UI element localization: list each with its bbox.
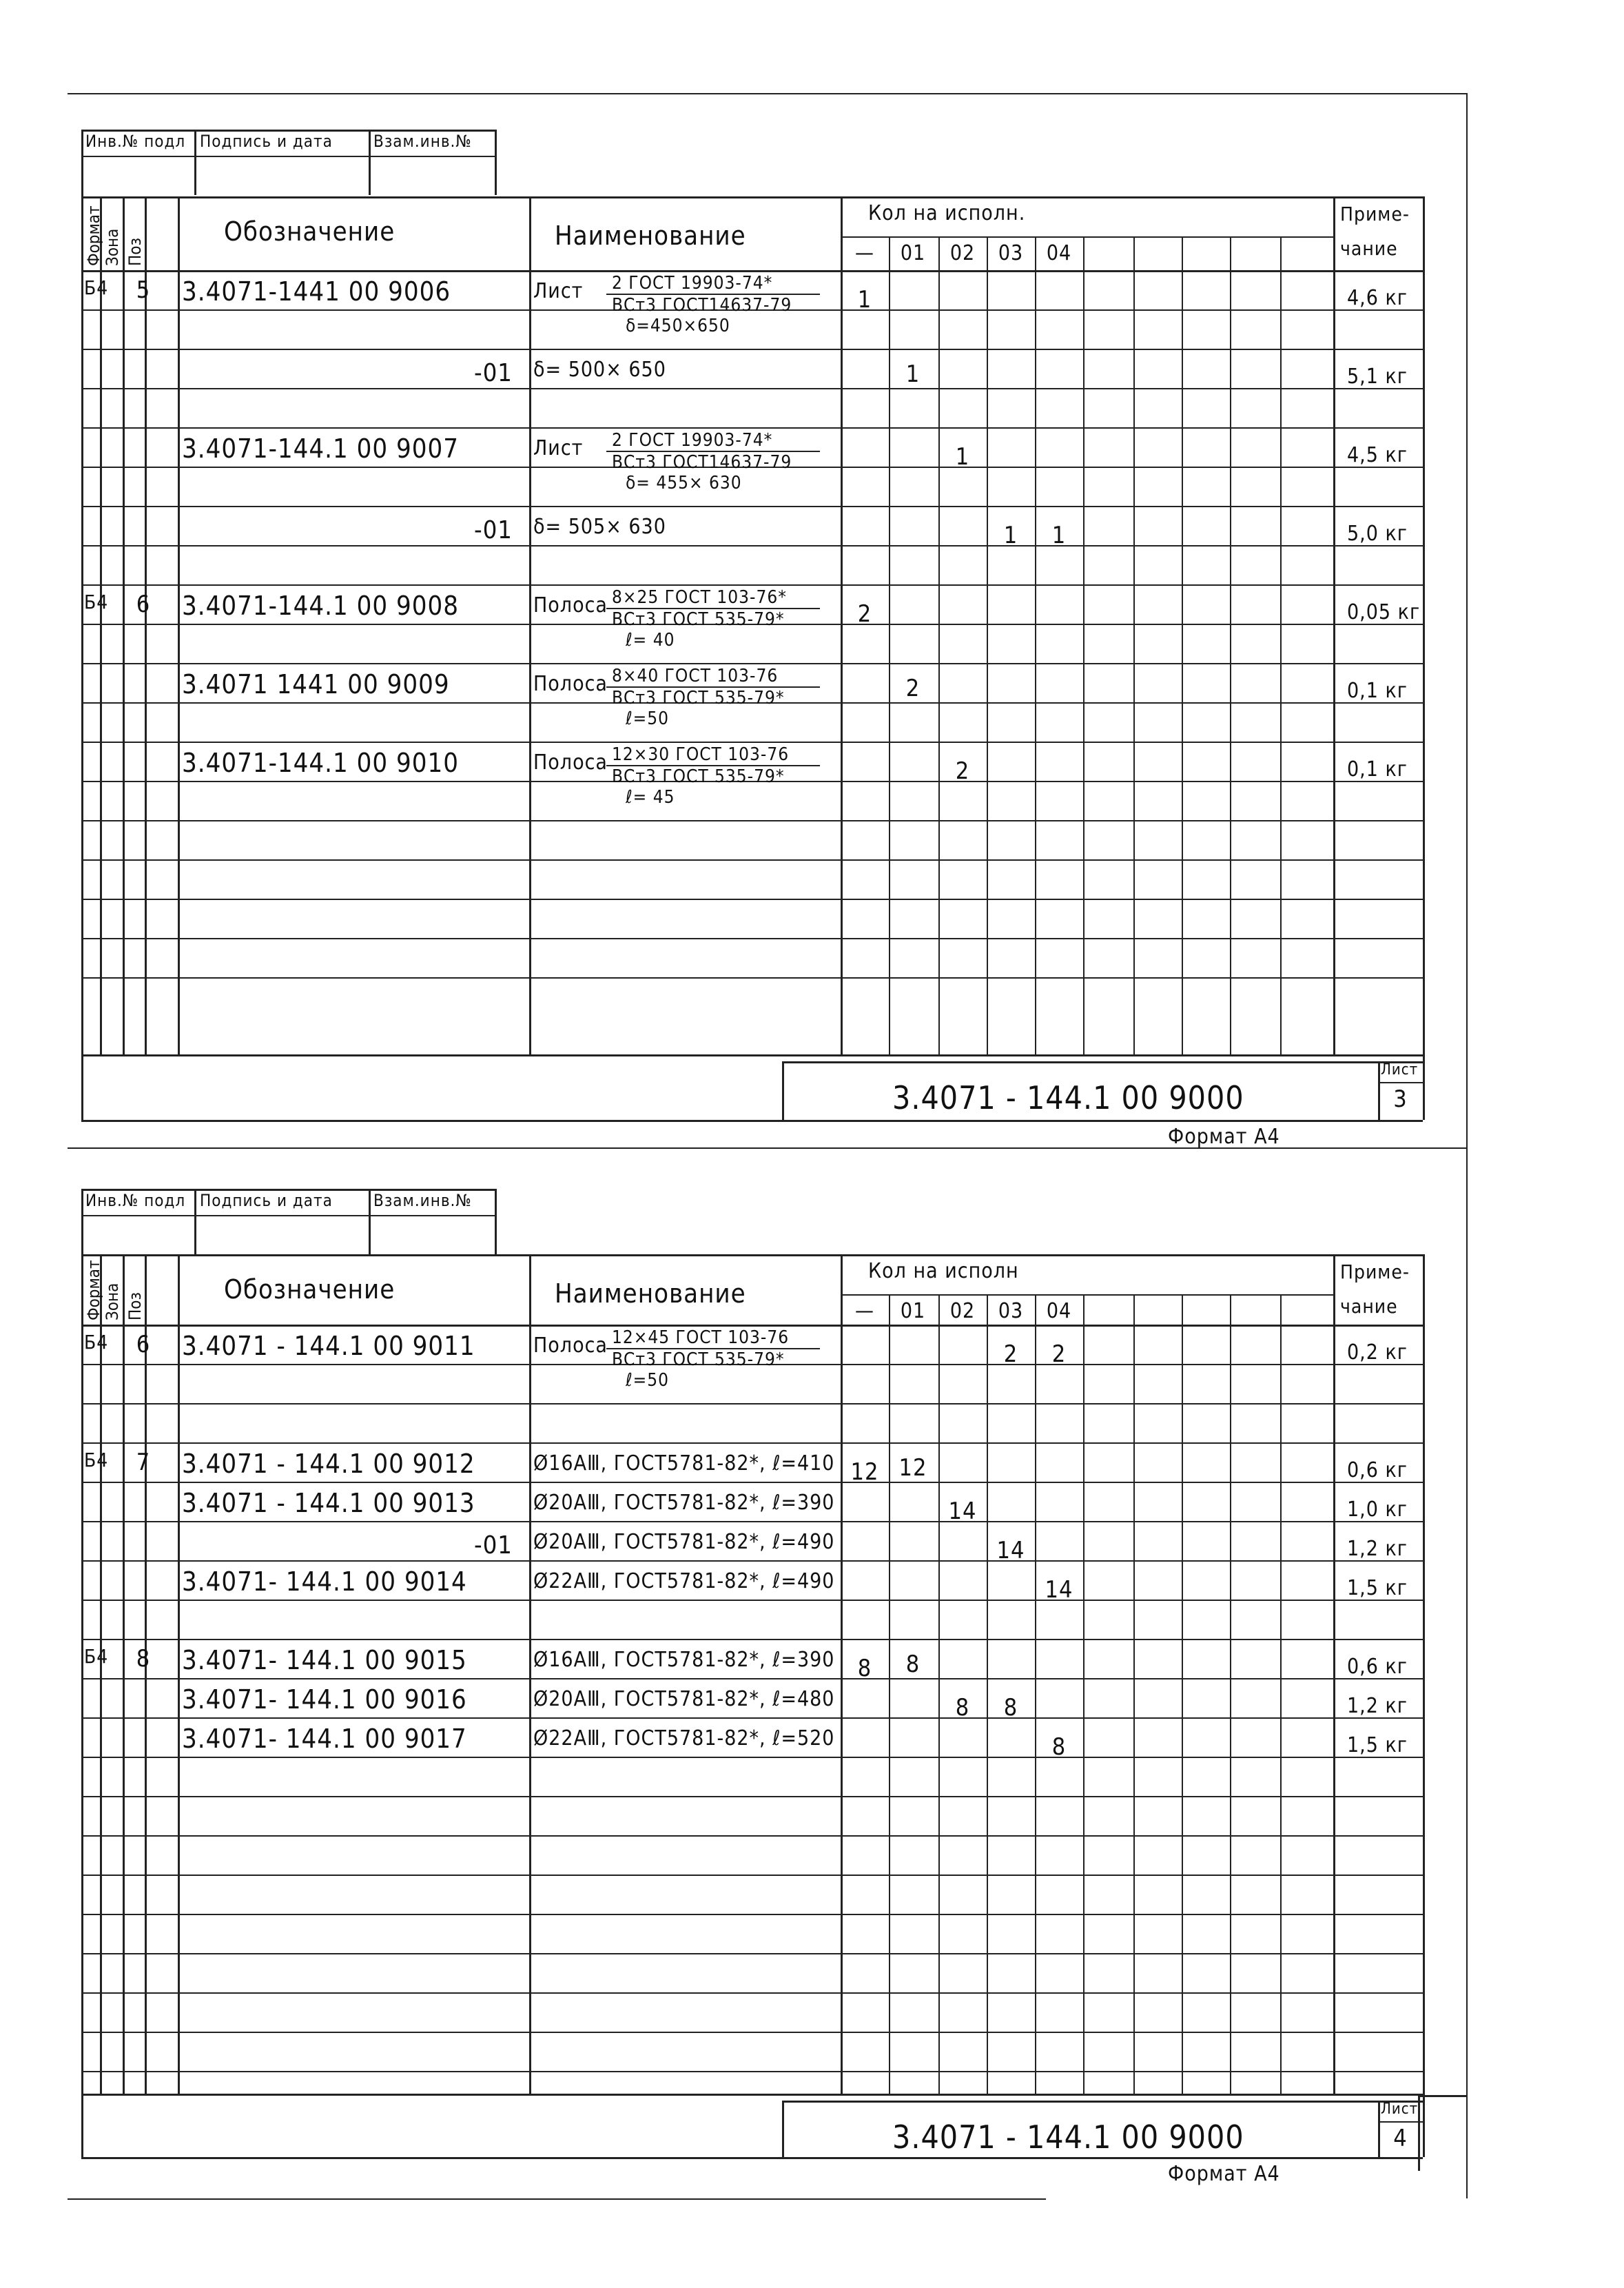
sheet-left-border [81, 1189, 83, 2157]
header-zone: Зона [103, 1283, 122, 1320]
title-block-code-top [782, 2101, 1423, 2103]
row-qty-01: 12 [898, 1454, 927, 1482]
header-col-04: 04 [1046, 241, 1072, 265]
row-rule [81, 1442, 1423, 1444]
row-qty-02: 1 [955, 443, 970, 471]
title-block-top [81, 1054, 1423, 1056]
row-name-numerator: 12×30 ГОСТ 103-76 [612, 744, 790, 765]
stamp-divider [194, 1189, 196, 1254]
row-note: 4,6 кг [1347, 286, 1408, 310]
row-rule [81, 2032, 1423, 2033]
stamp-replaced-inv-label: Взам.инв.№ [373, 132, 472, 151]
row-qty-01: 8 [905, 1651, 921, 1678]
row-rule [81, 1914, 1423, 1915]
row-format: Б4 [84, 1645, 109, 1668]
row-rule [81, 2071, 1423, 2072]
column-rule [145, 196, 147, 1054]
column-rule [1182, 236, 1183, 1054]
column-rule [529, 1254, 531, 2094]
row-qty-01: 2 [905, 675, 921, 702]
header-col-01: 01 [900, 241, 926, 265]
row-format: Б4 [84, 1449, 109, 1471]
header-position: Поз [125, 238, 145, 266]
header-name: Наименование [555, 221, 746, 251]
table-top-border [81, 1254, 1423, 1256]
header-note-1: Приме- [1340, 1260, 1410, 1283]
stamp-mid-rule [81, 156, 495, 157]
row-name: δ= 505× 630 [533, 515, 666, 539]
row-rule [81, 977, 1423, 979]
row-name-numerator: 8×25 ГОСТ 103-76* [612, 587, 787, 608]
row-name-size: ℓ=50 [626, 1370, 670, 1391]
header-quantity-per-variant: Кол на исполн. [868, 201, 1026, 225]
stamp-divider [495, 130, 497, 195]
row-name-numerator: 12×45 ГОСТ 103-76 [612, 1327, 790, 1348]
title-block-right [1423, 1054, 1425, 1120]
header-format: Формат [84, 205, 103, 266]
row-qty-04: 2 [1051, 1340, 1067, 1368]
column-rule [1035, 236, 1036, 1054]
column-rule [1133, 236, 1135, 1054]
row-name-size: ℓ=50 [626, 708, 670, 729]
stamp-replaced-inv-label: Взам.инв.№ [373, 1191, 472, 1210]
stamp-divider [369, 1189, 371, 1254]
header-note-1: Приме- [1340, 203, 1410, 225]
row-rule [81, 1639, 1423, 1640]
row-rule [81, 1560, 1423, 1562]
row-note: 0,2 кг [1347, 1340, 1408, 1365]
column-rule [1083, 236, 1085, 1054]
column-rule [123, 196, 125, 1054]
row-note: 1,0 кг [1347, 1498, 1408, 1522]
header-position: Поз [125, 1292, 145, 1320]
row-qty-02: 14 [948, 1498, 977, 1525]
column-rule [1133, 1294, 1135, 2094]
sheet-bottom-border [81, 2157, 1423, 2159]
column-rule [1230, 1294, 1231, 2094]
row-qty-03: 1 [1003, 522, 1018, 549]
header-note-2: чание [1340, 1295, 1398, 1318]
title-block-document-code: 3.4071 - 144.1 00 9000 [892, 1079, 1244, 1116]
row-designation: 3.4071-1441 00 9006 [182, 276, 451, 307]
row-qty-base: 12 [850, 1458, 879, 1486]
column-rule [178, 196, 180, 1054]
column-rule [178, 1254, 180, 2094]
row-note: 0,6 кг [1347, 1458, 1408, 1482]
row-designation: -01 [474, 359, 513, 387]
row-name-numerator: 8×40 ГОСТ 103-76 [612, 666, 779, 686]
row-rule [81, 506, 1423, 507]
row-designation: 3.4071- 144.1 00 9014 [182, 1566, 467, 1597]
header-bottom-rule [81, 1325, 1423, 1327]
row-rule [81, 1757, 1423, 1758]
row-designation: 3.4071 - 144.1 00 9013 [182, 1488, 475, 1518]
row-rule [81, 1717, 1423, 1719]
column-rule [529, 196, 531, 1054]
row-name: Ø20АⅢ, ГОСТ5781-82*, ℓ=480 [533, 1687, 835, 1711]
column-rule [1280, 236, 1282, 1054]
row-qty-base: 2 [857, 600, 872, 628]
row-rule [81, 1482, 1423, 1483]
column-rule [987, 236, 988, 1054]
stamp-signature-date-label: Подпись и дата [200, 1191, 333, 1210]
header-bottom-rule [81, 270, 1423, 272]
row-rule [81, 1992, 1423, 1994]
row-designation: 3.4071 - 144.1 00 9011 [182, 1331, 475, 1361]
header-designation: Обозначение [224, 1274, 395, 1305]
stamp-mid-rule [81, 1215, 495, 1216]
row-name-denominator: ВСт3 ГОСТ 535-79* [612, 766, 785, 787]
row-name-title: Полоса [533, 593, 608, 617]
table-right-border [1423, 1254, 1425, 2094]
row-rule [81, 1403, 1423, 1405]
row-qty-04: 1 [1051, 522, 1067, 549]
column-rule [938, 1294, 940, 2094]
format-label: Формат А4 [1168, 1125, 1280, 1149]
title-block-sheet-label: Лист [1381, 2101, 1419, 2118]
row-designation: -01 [474, 516, 513, 544]
row-designation: 3.4071-144.1 00 9008 [182, 591, 459, 621]
row-rule [81, 1600, 1423, 1601]
stamp-signature-date-label: Подпись и дата [200, 132, 333, 151]
column-rule [1333, 1254, 1335, 2094]
header-name: Наименование [555, 1278, 746, 1309]
column-rule [1333, 196, 1335, 1054]
row-qty-04: 8 [1051, 1733, 1067, 1761]
stamp-inv-podl-label: Инв.№ подл [85, 1191, 186, 1210]
row-rule [81, 1953, 1423, 1954]
row-note: 5,0 кг [1347, 522, 1408, 546]
row-format: Б4 [84, 1331, 109, 1354]
row-note: 0,1 кг [1347, 757, 1408, 782]
table-right-border [1423, 196, 1425, 1055]
row-name-title: Лист [533, 436, 584, 460]
title-block-sheet-number: 4 [1393, 2125, 1408, 2152]
row-rule [81, 1796, 1423, 1797]
row-note: 0,05 кг [1347, 600, 1421, 624]
row-name-size: ℓ= 45 [626, 787, 675, 808]
column-rule [145, 1254, 147, 2094]
row-name: Ø20АⅢ, ГОСТ5781-82*, ℓ=390 [533, 1491, 835, 1515]
row-qty-base: 1 [857, 286, 872, 314]
row-rule [81, 1521, 1423, 1522]
row-rule [81, 1678, 1423, 1679]
row-rule [81, 545, 1423, 547]
column-rule [100, 196, 102, 1054]
header-designation: Обозначение [224, 216, 395, 247]
column-rule [1035, 1294, 1036, 2094]
header-col-04: 04 [1046, 1299, 1072, 1323]
row-note: 0,6 кг [1347, 1655, 1408, 1679]
row-format: Б4 [84, 276, 109, 299]
row-designation: 3.4071- 144.1 00 9017 [182, 1724, 467, 1754]
title-block-top [81, 2094, 1423, 2096]
column-rule [123, 1254, 125, 2094]
row-format: Б4 [84, 591, 109, 613]
row-rule [81, 899, 1423, 900]
row-note: 1,5 кг [1347, 1733, 1408, 1757]
row-qty-02: 8 [955, 1694, 970, 1722]
row-designation: 3.4071-144.1 00 9010 [182, 748, 459, 778]
page-top-line [68, 93, 1466, 94]
column-rule [1182, 1294, 1183, 2094]
row-name: Ø22АⅢ, ГОСТ5781-82*, ℓ=490 [533, 1569, 835, 1593]
row-designation: 3.4071 - 144.1 00 9012 [182, 1449, 475, 1479]
row-name-size: δ= 455× 630 [626, 473, 742, 493]
row-position: 7 [136, 1449, 151, 1476]
row-note: 0,1 кг [1347, 679, 1408, 703]
title-block-code-top [782, 1061, 1423, 1063]
page-bottom-line [68, 2198, 1046, 2200]
row-rule [81, 584, 1423, 586]
title-block-document-code: 3.4071 - 144.1 00 9000 [892, 2118, 1244, 2156]
column-rule [1280, 1294, 1282, 2094]
row-name: Ø16АⅢ, ГОСТ5781-82*, ℓ=390 [533, 1648, 835, 1672]
row-name-denominator: ВСт3 ГОСТ 535-79* [612, 1349, 785, 1370]
kol-subheader-rule [841, 236, 1333, 238]
row-note: 1,5 кг [1347, 1576, 1408, 1600]
row-rule [81, 663, 1423, 664]
header-col-03: 03 [998, 1299, 1024, 1323]
header-format: Формат [84, 1260, 103, 1320]
row-name-size: δ=450×650 [626, 316, 730, 336]
row-name: δ= 500× 650 [533, 358, 666, 382]
column-rule [100, 1254, 102, 2094]
page-right-line [1466, 93, 1468, 2198]
row-designation: 3.4071- 144.1 00 9016 [182, 1684, 467, 1715]
stamp-divider [369, 130, 371, 195]
row-rule [81, 820, 1423, 821]
row-rule [81, 1835, 1423, 1837]
row-name-title: Полоса [533, 672, 608, 696]
table-top-border [81, 196, 1423, 198]
title-block-code-left [782, 1061, 784, 1120]
header-col-base: — [855, 241, 874, 265]
title-block-list-rule [1378, 2121, 1423, 2123]
row-rule [81, 349, 1423, 350]
row-name-title: Полоса [533, 750, 608, 775]
row-designation: 3.4071 1441 00 9009 [182, 669, 450, 699]
header-col-01: 01 [900, 1299, 926, 1323]
row-note: 5,1 кг [1347, 365, 1408, 389]
row-name-denominator: ВСт3 ГОСТ14637-79 [612, 452, 792, 473]
title-block-sheet-label: Лист [1381, 1061, 1419, 1079]
column-rule [987, 1294, 988, 2094]
title-block-code-left [782, 2101, 784, 2157]
row-name-numerator: 2 ГОСТ 19903-74* [612, 430, 773, 451]
stamp-divider [495, 1189, 497, 1254]
stamp-inv-podl-label: Инв.№ подл [85, 132, 186, 151]
row-name-denominator: ВСт3 ГОСТ 535-79* [612, 609, 785, 630]
row-name-numerator: 2 ГОСТ 19903-74* [612, 273, 773, 294]
column-rule [938, 236, 940, 1054]
row-qty-02: 2 [955, 757, 970, 785]
row-position: 6 [136, 591, 151, 618]
column-rule [889, 236, 890, 1054]
row-rule [81, 427, 1423, 429]
header-col-base: — [855, 1299, 874, 1323]
row-note: 4,5 кг [1347, 443, 1408, 467]
format-label: Формат А4 [1168, 2162, 1280, 2186]
row-rule [81, 742, 1423, 743]
row-name: Ø20АⅢ, ГОСТ5781-82*, ℓ=490 [533, 1530, 835, 1554]
row-qty-03: 8 [1003, 1694, 1018, 1722]
side-number-box-top [1418, 2095, 1466, 2097]
kol-subheader-rule [841, 1294, 1333, 1296]
row-position: 8 [136, 1645, 151, 1673]
row-note: 1,2 кг [1347, 1694, 1408, 1718]
header-zone: Зона [103, 228, 122, 266]
row-name-title: Полоса [533, 1334, 608, 1358]
row-name-denominator: ВСт3 ГОСТ14637-79 [612, 295, 792, 316]
row-qty-04: 14 [1045, 1576, 1073, 1604]
row-position: 5 [136, 276, 151, 304]
row-name: Ø16АⅢ, ГОСТ5781-82*, ℓ=410 [533, 1451, 835, 1475]
header-col-03: 03 [998, 241, 1024, 265]
column-rule [1083, 1294, 1085, 2094]
row-rule [81, 388, 1423, 389]
row-qty-03: 14 [996, 1537, 1025, 1564]
row-designation: 3.4071- 144.1 00 9015 [182, 1645, 467, 1675]
row-rule [81, 938, 1423, 939]
row-rule [81, 1875, 1423, 1876]
row-name-size: ℓ= 40 [626, 630, 675, 651]
row-position: 6 [136, 1331, 151, 1358]
row-name: Ø22АⅢ, ГОСТ5781-82*, ℓ=520 [533, 1726, 835, 1750]
header-note-2: чание [1340, 237, 1398, 260]
row-name-title: Лист [533, 279, 584, 303]
header-quantity-per-variant: Кол на исполн [868, 1259, 1019, 1283]
row-designation: -01 [474, 1531, 513, 1560]
row-designation: 3.4071-144.1 00 9007 [182, 433, 459, 464]
column-rule [1230, 236, 1231, 1054]
title-block-sheet-number: 3 [1393, 1085, 1408, 1113]
column-rule [889, 1294, 890, 2094]
header-col-02: 02 [949, 1299, 976, 1323]
title-block-right [1423, 2094, 1425, 2157]
stamp-divider [194, 130, 196, 195]
title-block-list-rule [1378, 1082, 1423, 1083]
row-qty-03: 2 [1003, 1340, 1018, 1368]
row-qty-base: 8 [857, 1655, 872, 1682]
row-note: 1,2 кг [1347, 1537, 1408, 1561]
header-col-02: 02 [949, 241, 976, 265]
row-rule [81, 859, 1423, 861]
row-name-denominator: ВСт3 ГОСТ 535-79* [612, 688, 785, 708]
sheet-bottom-border [81, 1120, 1423, 1122]
row-qty-01: 1 [905, 360, 921, 388]
